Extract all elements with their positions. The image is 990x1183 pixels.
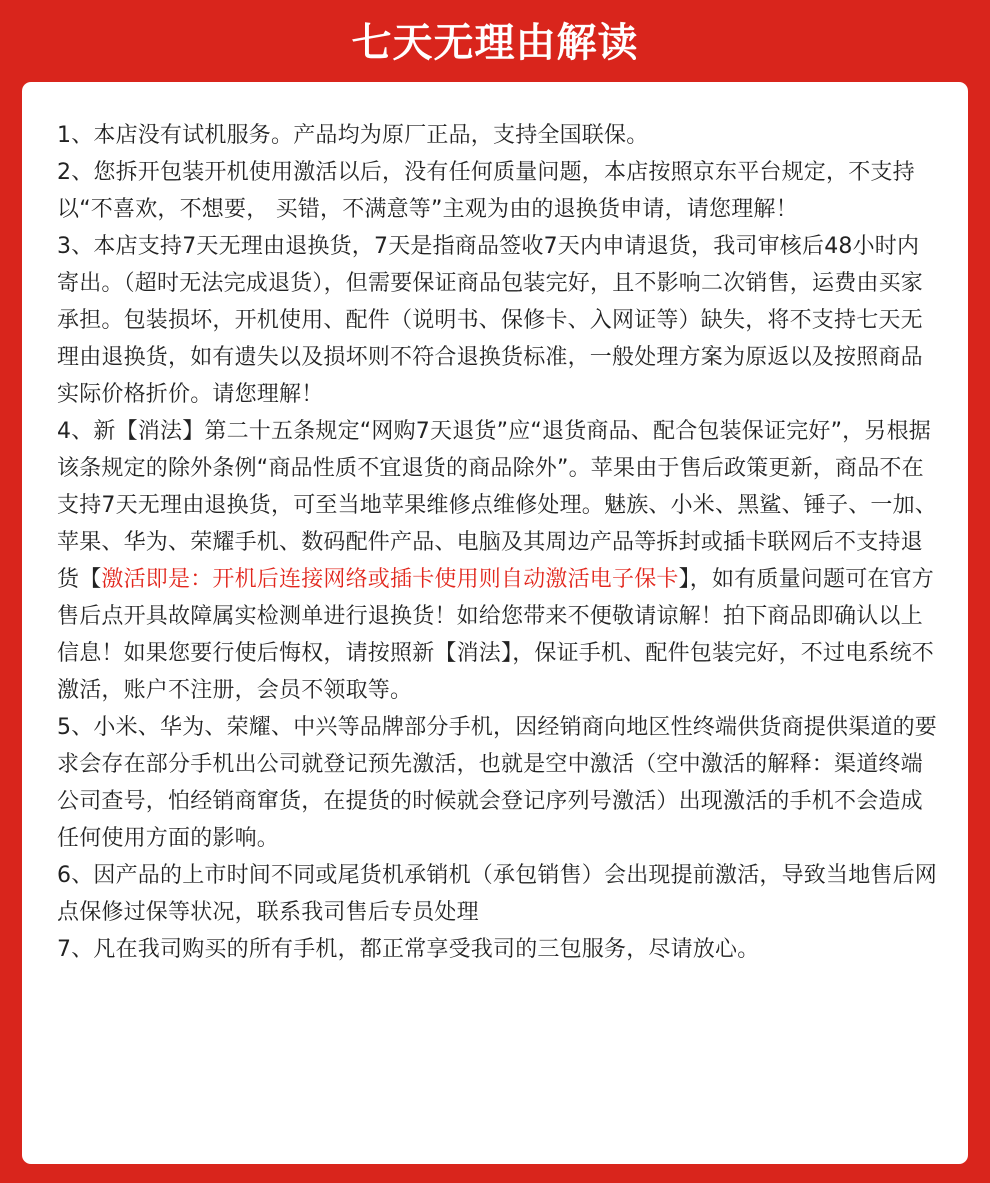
term-item-4-text-before: 4、新【消法】第二十五条规定“网购7天退货”应“退货商品、配合包装保证完好”，另根据该条规定的除外条例“商品性质不宜退货的商品除外”。苹果由于售后政策更新，商品不在支持7天无理由退换货，可至当地苹果维修点维修处理。魅族、小米、黑鲨、锤子、一加、苹果、华为、荣耀手机、数码配件产品、电脑及其周边产品等拆封或插卡联网后不支持退货【: [57, 419, 937, 592]
activation-note: 激活即是：开机后连接网络或插卡使用则自动激活电子保卡: [101, 567, 679, 592]
terms-text: [57, 117, 937, 968]
term-item-7: 7、凡在我司购买的所有手机，都正常享受我司的三包服务，尽请放心。: [57, 937, 760, 962]
term-item-6: 6、因产品的上市时间不同或尾货机承销机（承包销售）会出现提前激活，导致当地售后网点保修过保等状况，联系我司售后专员处理: [57, 863, 937, 925]
term-item-3: 3、本店支持7天无理由退换货，7天是指商品签收7天内申请退货，我司审核后48小时内寄出。（超时无法完成退货），但需要保证商品包装完好，且不影响二次销售，运费由买家承担。包装损坏，开机使用、配件（说明书、保修卡、入网证等）缺失，将不支持七天无理由退换货，如有遗失以及损坏则不符合退换货标准，一般处理方案为原返以及按照商品实际价格折价。请您理解！: [57, 234, 924, 407]
term-item-2: 2、您拆开包装开机使用激活以后，没有任何质量问题，本店按照京东平台规定，不支持以“不喜欢，不想要， 买错，不满意等”主观为由的退换货申请，请您理解！: [57, 160, 915, 222]
term-item-5: 5、小米、华为、荣耀、中兴等品牌部分手机，因经销商向地区性终端供货商提供渠道的要求会存在部分手机出公司就登记预先激活，也就是空中激活（空中激活的解释：渠道终端公司查号，怕经销商窜货，在提货的时候就会登记序列号激活）出现激活的手机不会造成任何使用方面的影响。: [57, 715, 937, 851]
term-item-1: 1、本店没有试机服务。产品均为原厂正品，支持全国联保。: [57, 123, 649, 148]
page-title: 七天无理由解读: [351, 19, 639, 66]
content-card: [22, 82, 968, 1164]
term-item-4-text-after: 】，如有质量问题可在官方售后点开具故障属实检测单进行退换货！如给您带来不便敬请谅解！拍下商品即确认以上信息！如果您要行使后悔权，请按照新【消法】，保证手机、配件包装完好，不过电系统不激活，账户不注册，会员不领取等。: [57, 567, 935, 703]
term-item-4: [57, 413, 937, 709]
